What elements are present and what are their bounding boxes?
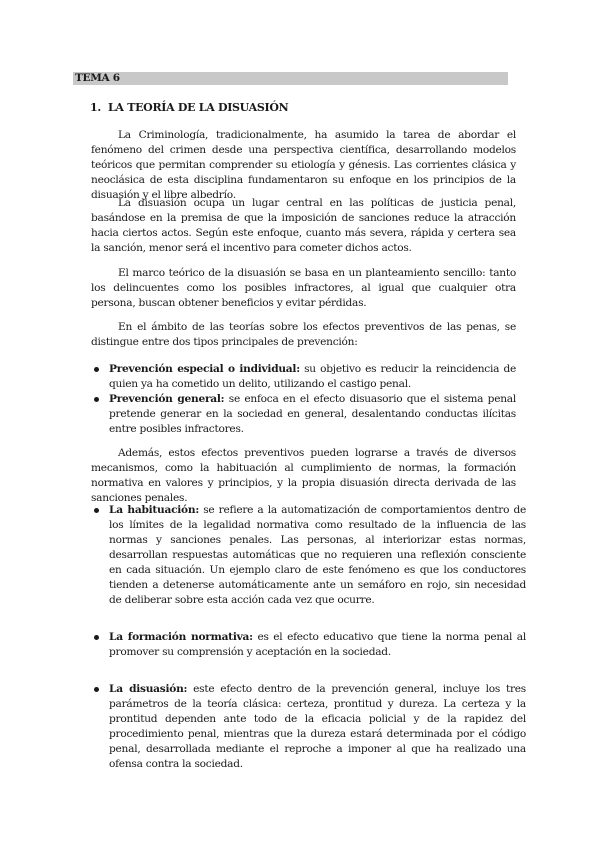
list-item [91,362,516,392]
list-item-term: Prevención especial o individual: [109,363,300,375]
paragraph-disuasion-text: La disuasión ocupa un lugar central en las políticas de justicia penal, basándose en la premisa de que la imposición de sanciones reduce la atracción hacia ciertos actos. Según este enfoque, cuanto más severa, rápida y certera sea la sanción, menor será el incentivo para cometer dichos actos. [91,197,516,254]
list-item [91,392,516,437]
paragraph-ambito [91,320,516,350]
bullet-icon [94,367,99,372]
paragraph-disuasion [91,196,516,256]
list-item-term: La habituación: [109,504,199,516]
tema-header-bar [73,72,508,85]
list-item-text: este efecto dentro de la prevención general, incluye los tres parámetros de la teoría clásica: certeza, prontitud y dureza. La certeza y la prontitud dependen ante todo de la eficacia policial y de la rapidez del procedimiento penal, mientras que la dureza estará determinada por el código penal, desarrollada mediante el reproche a imponer al que ha realizado una ofensa contra la sociedad. [109,683,526,770]
paragraph-intro-text: La Criminología, tradicionalmente, ha asumido la tarea de abordar el fenómeno del crimen desde una perspectiva científica, desarrollando modelos teóricos que permitan comprender su etiología y génesis. Las corrientes clásica y neoclásica de esta disciplina fundamentaron su enfoque en los principios de la disuasión y el libre albedrío. [91,129,516,201]
paragraph-marco-teorico [91,266,516,311]
section-heading [90,101,288,114]
mechanisms-list [91,503,526,772]
tema-label: TEMA 6 [75,72,120,84]
paragraph-intro [91,128,516,203]
list-item-text: es el efecto educativo que tiene la norma penal al promover su comprensión y aceptación en la sociedad. [109,631,526,658]
list-item-text: su objetivo es reducir la reincidencia de quien ya ha cometido un delito, utilizando el castigo penal. [109,363,516,390]
bullet-icon [94,635,99,640]
paragraph-mecanismos [91,446,516,506]
paragraph-mecanismos-text: Además, estos efectos preventivos pueden lograrse a través de diversos mecanismos, como la habituación al cumplimiento de normas, la formación normativa en valores y principios, y la propia disuasión directa derivada de las sanciones penales. [91,447,516,504]
list-item-term: La disuasión: [109,683,188,695]
list-item [91,682,526,772]
list-item-text: se enfoca en el efecto disuasorio que el sistema penal pretende generar en la sociedad en general, desalentando conductas ilícitas entre posibles infractores. [109,393,516,435]
bullet-icon [94,687,99,692]
list-item-term: La formación normativa: [109,631,253,643]
paragraph-marco-teorico-text: El marco teórico de la disuasión se basa en un planteamiento sencillo: tanto los delincuentes como los posibles infractores, al igual que cualquier otra persona, buscan obtener beneficios y evitar pérdidas. [91,267,516,309]
bullet-icon [94,508,99,513]
paragraph-ambito-text: En el ámbito de las teorías sobre los efectos preventivos de las penas, se distingue entre dos tipos principales de prevención: [91,321,516,348]
list-item-term: Prevención general: [109,393,225,405]
list-item [91,630,526,660]
section-title: LA TEORÍA DE LA DISUASIÓN [108,101,289,114]
section-number: 1. [90,101,101,114]
list-item-text: se refiere a la automatización de comportamientos dentro de los límites de la legalidad normativa como resultado de la influencia de las normas y sanciones penales. Las personas, al interiorizar estas normas, desarrollan respuestas automáticas que no requieren una reflexión consciente en cada situación. Un ejemplo claro de este fenómeno es que los conductores tienden a detenerse automáticamente ante un semáforo en rojo, sin necesidad de deliberar sobre esta acción cada vez que ocurre. [109,504,526,606]
bullet-icon [94,397,99,402]
prevention-types-list [91,362,516,437]
list-item [91,503,526,608]
